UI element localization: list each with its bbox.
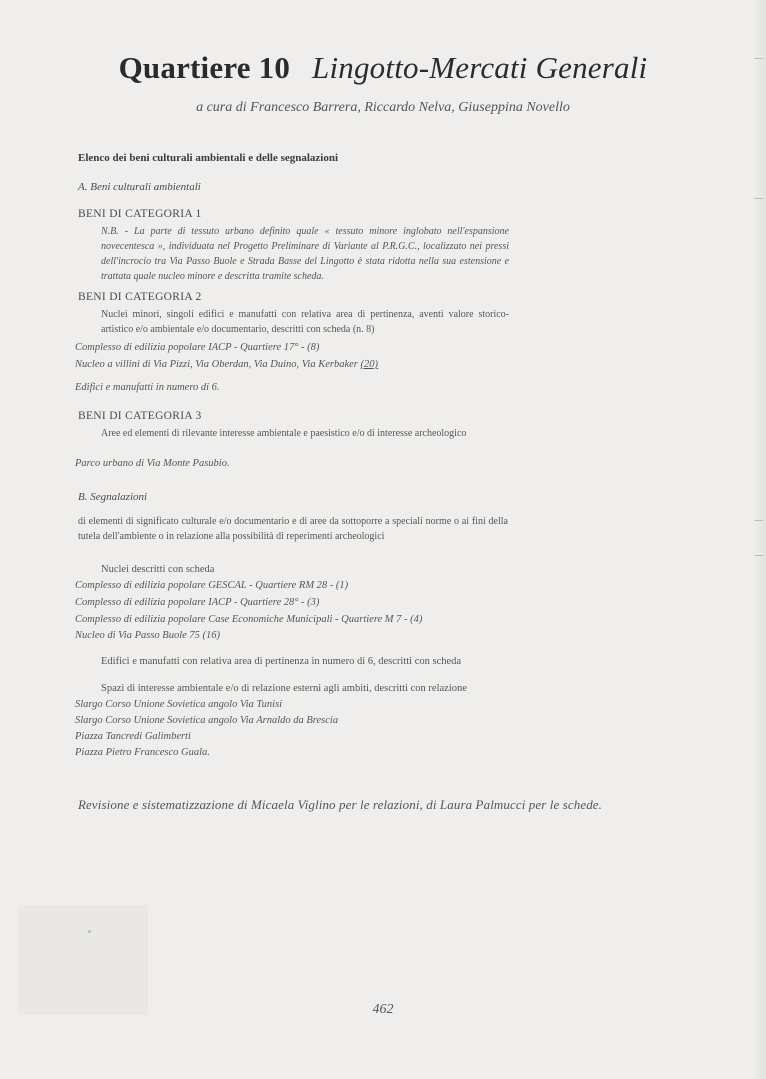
section-b-heading: B. Segnalazioni: [78, 491, 148, 503]
spazi-heading: Spazi di interesse ambientale e/o di relazione esterni agli ambiti, descritti con relazione: [101, 683, 467, 694]
page-edge-shadow: [752, 0, 766, 1079]
section-b-description: di elementi di significato culturale e/o documentario e di aree da sottoporre a speciali norme o ai fini della tutela dell'ambiente o in relazione alla possibilità di reperimenti archeologici: [78, 516, 508, 542]
revision-credit: Revisione e sistematizzazione di Micaela Viglino per le relazioni, di Laura Palmucci per le schede.: [78, 797, 603, 812]
nucleo-item: Complesso di edilizia popolare GESCAL - Quartiere RM 28 - (1): [75, 580, 349, 591]
edge-mark: [754, 198, 763, 199]
category-2-item: Complesso di edilizia popolare IACP - Quartiere 17° - (8): [75, 342, 320, 353]
authors-line: a cura di Francesco Barrera, Riccardo Nelva, Giuseppina Novello: [196, 100, 570, 115]
category-2-heading: BENI DI CATEGORIA 2: [78, 291, 202, 303]
edge-mark: [754, 520, 763, 521]
edge-mark: [754, 555, 763, 556]
category-1-heading: BENI DI CATEGORIA 1: [78, 208, 202, 220]
nuclei-heading: Nuclei descritti con scheda: [101, 564, 215, 575]
page-title: [0, 50, 766, 86]
section-a-heading: A. Beni culturali ambientali: [78, 181, 201, 193]
category-2-item-ref: (20): [360, 359, 379, 370]
category-2-item: Edifici e manufatti in numero di 6.: [75, 382, 220, 393]
category-1-note: N.B. - La parte di tessuto urbano definito quale « tessuto minore inglobato nell'espansione novecentesca », individuata nel Progetto Preliminare di Variante al P.R.G.C., localizzato nei pressi dell'incrocio tra Via Passo Buole e Strada Basse del Lingotto è stata ridotta nella sua estensione e trattata quale nucleo minore e descritta tramite scheda.: [101, 226, 509, 282]
speck: [88, 930, 91, 933]
list-heading: Elenco dei beni culturali ambientali e delle segnalazioni: [78, 152, 339, 164]
nucleo-item: Complesso di edilizia popolare IACP - Quartiere 28° - (3): [75, 597, 320, 608]
spazio-item: Piazza Pietro Francesco Guala.: [75, 747, 210, 758]
category-3-heading: BENI DI CATEGORIA 3: [78, 410, 202, 422]
quartiere-name: Lingotto-Mercati Generali: [312, 50, 648, 85]
quartiere-number: Quartiere 10: [118, 50, 291, 85]
bleed-through-shadow: [18, 905, 148, 1015]
category-2-item: [75, 359, 378, 370]
spazio-item: Slargo Corso Unione Sovietica angolo Via Tunisi: [75, 699, 283, 710]
category-2-description: Nuclei minori, singoli edifici e manufatti con relativa area di pertinenza, aventi valore storico-artistico e/o ambientale e/o documentario, descritti con scheda (n. 8): [101, 309, 509, 335]
edifici-line: Edifici e manufatti con relativa area di pertinenza in numero di 6, descritti con scheda: [101, 656, 462, 667]
category-3-item: Parco urbano di Via Monte Pasubio.: [75, 458, 230, 469]
page-number: 462: [372, 1002, 394, 1017]
category-3-description: Aree ed elementi di rilevante interesse ambientale e paesistico e/o di interesse archeologico: [101, 428, 467, 439]
spazio-item: Slargo Corso Unione Sovietica angolo Via Arnaldo da Brescia: [75, 715, 339, 726]
nucleo-item: Complesso di edilizia popolare Case Economiche Municipali - Quartiere M 7 - (4): [75, 614, 423, 625]
nucleo-item: Nucleo di Via Passo Buole 75 (16): [75, 630, 221, 641]
spazio-item: Piazza Tancredi Galimberti: [75, 731, 191, 742]
category-2-item-text: Nucleo a villini di Via Pizzi, Via Oberdan, Via Duino, Via Kerbaker: [75, 359, 358, 370]
